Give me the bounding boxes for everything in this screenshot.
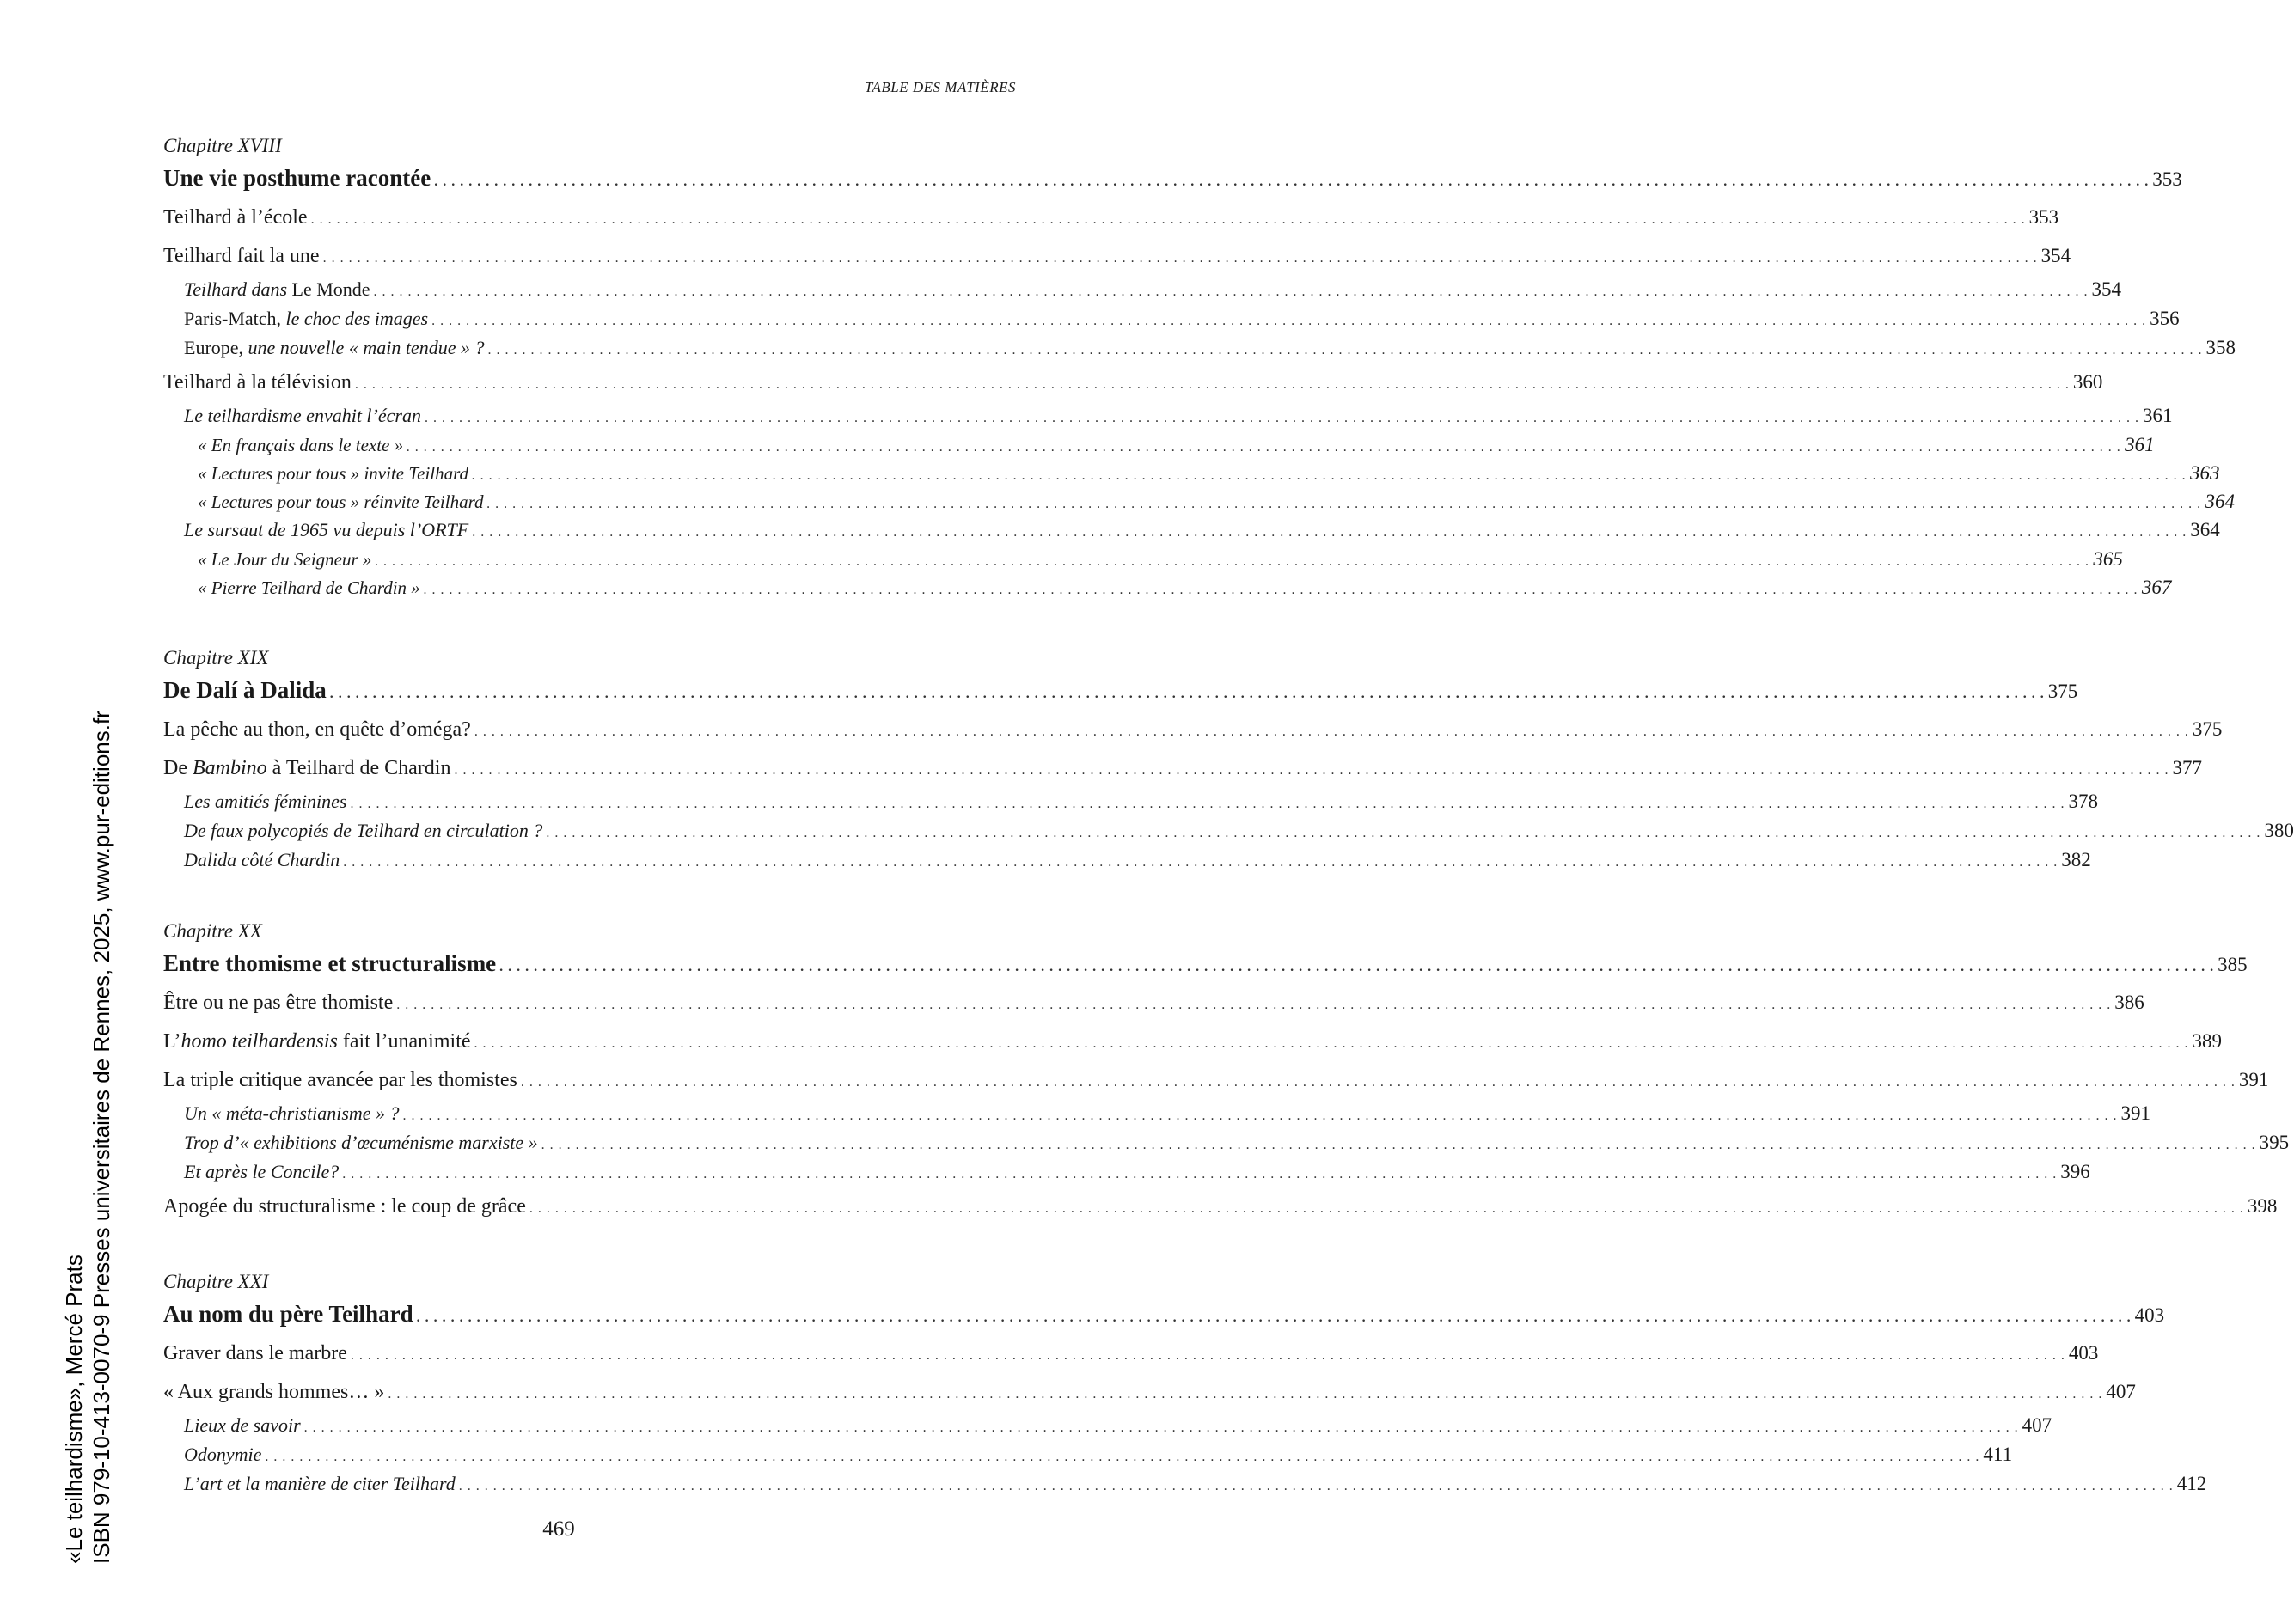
entry-title-segment: Et après le Concile? [184,1161,340,1182]
entry-title-segment: L’art et la manière de citer Teilhard [184,1473,456,1494]
dot-leader: . . . . . . . . . . . . . . . . . . . . . . . . . . . . . . . . . . . . . . . . . . . . . . . . . . . . . . . . . . . . . . . . . . . . . . . . . . . . . . . . . . . . . . . . . . . . . . . . . . . . . . . . . . . . . . . . . . . . . . . . . . . . . . . . . . . . . . . . . . . . . . . . . . . . . . . . . . . . . . . . . . . . . . . . . . . . . . . . . . . . . . . . . . . . . . . . . . . . . . . . [310,212,2026,227]
toc-entry[interactable] [163,846,2091,875]
chapter-title-entry[interactable] [163,943,2248,983]
entry-title [184,1440,261,1469]
entry-page-number: 361 [2142,405,2173,426]
entry-title-segment: Teilhard à l’école [163,206,308,229]
entry-page-number: 353 [2028,206,2059,228]
entry-page-number: 363 [2190,462,2220,484]
dot-leader: . . . . . . . . . . . . . . . . . . . . . . . . . . . . . . . . . . . . . . . . . . . . . . . . . . . . . . . . . . . . . . . . . . . . . . . . . . . . . . . . . . . . . . . . . . . . . . . . . . . . . . . . . . . . . . . . . . . . . . . . . . . . . . . . . . . . . . . . . . . . . . . . . . . . . . . . . . . . . . . . . . . . . . . . . . . . . . . . . . . . . . . . . . . . . . . . . . . . . . . . [402,1108,2118,1123]
entry-page-number: 361 [2125,434,2155,455]
entry-page-number: 353 [2152,168,2182,190]
entry-page-number: 377 [2172,757,2202,778]
dot-leader: . . . . . . . . . . . . . . . . . . . . . . . . . . . . . . . . . . . . . . . . . . . . . . . . . . . . . . . . . . . . . . . . . . . . . . . . . . . . . . . . . . . . . . . . . . . . . . . . . . . . . . . . . . . . . . . . . . . . . . . . . . . . . . . . . . . . . . . . . . . . . . . . . . . . . . . . . . . . . . . . . . . . . . . . . . . . . . . . . . . . . . . . . . . . . . . . . . . . . . . . [329,687,2045,701]
dot-leader: . . . . . . . . . . . . . . . . . . . . . . . . . . . . . . . . . . . . . . . . . . . . . . . . . . . . . . . . . . . . . . . . . . . . . . . . . . . . . . . . . . . . . . . . . . . . . . . . . . . . . . . . . . . . . . . . . . . . . . . . . . . . . . . . . . . . . . . . . . . . . . . . . . . . . . . . . . . . . . . . . . . . . . . . . . . . . . . . . . . . . . . . . . . . . . . . . . . . . . . . [416,1310,2132,1325]
dot-leader: . . . . . . . . . . . . . . . . . . . . . . . . . . . . . . . . . . . . . . . . . . . . . . . . . . . . . . . . . . . . . . . . . . . . . . . . . . . . . . . . . . . . . . . . . . . . . . . . . . . . . . . . . . . . . . . . . . . . . . . . . . . . . . . . . . . . . . . . . . . . . . . . . . . . . . . . . . . . . . . . . . . . . . . . . . . . . . . . . . . . . . . . . . . . . . . . . . . . . . . . [520,1075,2236,1090]
dot-leader: . . . . . . . . . . . . . . . . . . . . . . . . . . . . . . . . . . . . . . . . . . . . . . . . . . . . . . . . . . . . . . . . . . . . . . . . . . . . . . . . . . . . . . . . . . . . . . . . . . . . . . . . . . . . . . . . . . . . . . . . . . . . . . . . . . . . . . . . . . . . . . . . . . . . . . . . . . . . . . . . . . . . . . . . . . . . . . . . . . . . . . . . . . . . . . . . . . . . . . . . [350,797,2065,811]
toc-entry[interactable] [163,1187,2278,1225]
entry-title-segment: Graver dans le marbre [163,1342,347,1365]
chapter-title-entry[interactable] [163,158,2182,198]
dot-leader: . . . . . . . . . . . . . . . . . . . . . . . . . . . . . . . . . . . . . . . . . . . . . . . . . . . . . . . . . . . . . . . . . . . . . . . . . . . . . . . . . . . . . . . . . . . . . . . . . . . . . . . . . . . . . . . . . . . . . . . . . . . . . . . . . . . . . . . . . . . . . . . . . . . . . . . . . . . . . . . . . . . . . . . . . . . . . . . . . . . . . . . . . . . . . . . . . . . . . . . . [454,763,2169,778]
page-number: 469 [542,1517,575,1541]
entry-page-number: 403 [2134,1304,2165,1326]
entry-title-segment: Au nom du père Teilhard [163,1301,413,1327]
entry-title [184,333,484,363]
entry-title-segment: « Lectures pour tous » invite Teilhard [198,463,468,484]
dot-leader: . . . . . . . . . . . . . . . . . . . . . . . . . . . . . . . . . . . . . . . . . . . . . . . . . . . . . . . . . . . . . . . . . . . . . . . . . . . . . . . . . . . . . . . . . . . . . . . . . . . . . . . . . . . . . . . . . . . . . . . . . . . . . . . . . . . . . . . . . . . . . . . . . . . . . . . . . . . . . . . . . . . . . . . . . . . . . . . . . . . . . . . . . . . . . . . . . . . . . . . . [303,1420,2019,1435]
dot-leader: . . . . . . . . . . . . . . . . . . . . . . . . . . . . . . . . . . . . . . . . . . . . . . . . . . . . . . . . . . . . . . . . . . . . . . . . . . . . . . . . . . . . . . . . . . . . . . . . . . . . . . . . . . . . . . . . . . . . . . . . . . . . . . . . . . . . . . . . . . . . . . . . . . . . . . . . . . . . . . . . . . . . . . . . . . . . . . . . . . . . . . . . . . . . . . . . . . . . . . . . [541,1138,2256,1152]
toc-entry[interactable] [163,1440,2013,1469]
dot-leader: . . . . . . . . . . . . . . . . . . . . . . . . . . . . . . . . . . . . . . . . . . . . . . . . . . . . . . . . . . . . . . . . . . . . . . . . . . . . . . . . . . . . . . . . . . . . . . . . . . . . . . . . . . . . . . . . . . . . . . . . . . . . . . . . . . . . . . . . . . . . . . . . . . . . . . . . . . . . . . . . . . . . . . . . . . . . . . . . . . . . . . . . . . . . . . . . . . . . . . . . [472,468,2187,483]
dot-leader: . . . . . . . . . . . . . . . . . . . . . . . . . . . . . . . . . . . . . . . . . . . . . . . . . . . . . . . . . . . . . . . . . . . . . . . . . . . . . . . . . . . . . . . . . . . . . . . . . . . . . . . . . . . . . . . . . . . . . . . . . . . . . . . . . . . . . . . . . . . . . . . . . . . . . . . . . . . . . . . . . . . . . . . . . . . . . . . . . . . . . . . . . . . . . . . . . . . . . . . . [546,826,2261,840]
entry-page-number: 391 [2120,1102,2151,1124]
toc-entry[interactable] [163,1157,2090,1187]
chapter-section [163,919,2290,1225]
entry-page-number: 375 [2192,718,2223,740]
side-note [60,711,115,1564]
entry-page-number: 403 [2068,1342,2099,1364]
entry-title [184,516,468,545]
entry-page-number: 354 [2040,245,2071,266]
toc-entry[interactable] [163,1469,2207,1499]
entry-page-number: 365 [2093,548,2123,570]
entry-page-number: 407 [2106,1381,2136,1402]
entry-title-segment: La triple critique avancée par les thomistes [163,1069,517,1091]
entry-title-segment: Trop d’« exhibitions d’œcuménisme marxiste » [184,1132,538,1153]
entry-title-segment: Les amitiés féminines [184,791,347,812]
dot-leader: . . . . . . . . . . . . . . . . . . . . . . . . . . . . . . . . . . . . . . . . . . . . . . . . . . . . . . . . . . . . . . . . . . . . . . . . . . . . . . . . . . . . . . . . . . . . . . . . . . . . . . . . . . . . . . . . . . . . . . . . . . . . . . . . . . . . . . . . . . . . . . . . . . . . . . . . . . . . . . . . . . . . . . . . . . . . . . . . . . . . . . . . . . . . . . . . . . . . . . . . [322,251,2038,266]
toc-entry[interactable] [163,1060,2269,1099]
entry-page-number: 389 [2192,1030,2223,1052]
entry-title [184,816,542,846]
entry-page-number: 358 [2205,337,2236,358]
entry-title-segment: le choc des images [285,308,429,329]
entry-title-segment: « Pierre Teilhard de Chardin » [198,577,420,598]
entry-page-number: 396 [2060,1161,2090,1182]
entry-title [198,574,420,602]
toc-entry[interactable] [163,1334,2099,1372]
entry-title [163,1294,413,1334]
toc-entry[interactable] [163,748,2202,787]
dot-leader: . . . . . . . . . . . . . . . . . . . . . . . . . . . . . . . . . . . . . . . . . . . . . . . . . . . . . . . . . . . . . . . . . . . . . . . . . . . . . . . . . . . . . . . . . . . . . . . . . . . . . . . . . . . . . . . . . . . . . . . . . . . . . . . . . . . . . . . . . . . . . . . . . . . . . . . . . . . . . . . . . . . . . . . . . . . . . . . . . . . . . . . . . . . . . . . . . . . . . . . . [472,525,2187,540]
toc-entry[interactable] [163,545,2123,573]
entry-title [163,198,308,237]
entry-page-number: 380 [2264,820,2294,841]
entry-page-number: 382 [2061,849,2091,870]
entry-title [198,460,468,488]
entry-title [198,431,403,460]
table-of-contents [163,134,2294,1543]
toc-entry[interactable] [163,1128,2290,1157]
toc-entry[interactable] [163,1099,2151,1128]
entry-title-segment: La pêche au thon, en quête d’oméga? [163,718,471,741]
toc-entry[interactable] [163,816,2294,846]
entry-page-number: 367 [2141,577,2172,598]
entry-title [163,237,320,276]
entry-title-segment: De Dalí à Dalida [163,677,327,703]
entry-title-segment: une nouvelle « main tendue » ? [248,337,485,358]
entry-title [184,787,346,816]
dot-leader: . . . . . . . . . . . . . . . . . . . . . . . . . . . . . . . . . . . . . . . . . . . . . . . . . . . . . . . . . . . . . . . . . . . . . . . . . . . . . . . . . . . . . . . . . . . . . . . . . . . . . . . . . . . . . . . . . . . . . . . . . . . . . . . . . . . . . . . . . . . . . . . . . . . . . . . . . . . . . . . . . . . . . . . . . . . . . . . . . . . . . . . . . . . . . . . . . . . . . . . . [499,960,2215,974]
entry-title-segment: « Le Jour du Seigneur » [198,549,372,570]
dot-leader: . . . . . . . . . . . . . . . . . . . . . . . . . . . . . . . . . . . . . . . . . . . . . . . . . . . . . . . . . . . . . . . . . . . . . . . . . . . . . . . . . . . . . . . . . . . . . . . . . . . . . . . . . . . . . . . . . . . . . . . . . . . . . . . . . . . . . . . . . . . . . . . . . . . . . . . . . . . . . . . . . . . . . . . . . . . . . . . . . . . . . . . . . . . . . . . . . . . . . . . . [487,343,2203,357]
dot-leader: . . . . . . . . . . . . . . . . . . . . . . . . . . . . . . . . . . . . . . . . . . . . . . . . . . . . . . . . . . . . . . . . . . . . . . . . . . . . . . . . . . . . . . . . . . . . . . . . . . . . . . . . . . . . . . . . . . . . . . . . . . . . . . . . . . . . . . . . . . . . . . . . . . . . . . . . . . . . . . . . . . . . . . . . . . . . . . . . . . . . . . . . . . . . . . . . . . . . . . . . [373,284,2089,299]
chapter-label: Chapitre XX [163,920,262,942]
toc-entry[interactable] [163,198,2059,236]
entry-page-number: 364 [2205,491,2235,512]
entry-title-segment: Bambino [192,757,267,779]
toc-entry[interactable] [163,983,2144,1022]
dot-leader: . . . . . . . . . . . . . . . . . . . . . . . . . . . . . . . . . . . . . . . . . . . . . . . . . . . . . . . . . . . . . . . . . . . . . . . . . . . . . . . . . . . . . . . . . . . . . . . . . . . . . . . . . . . . . . . . . . . . . . . . . . . . . . . . . . . . . . . . . . . . . . . . . . . . . . . . . . . . . . . . . . . . . . . . . . . . . . . . . . . . . . . . . . . . . . . . . . . . . . . . [529,1201,2244,1216]
entry-page-number: 354 [2091,278,2122,300]
entry-title-segment: Un « méta-christianisme » ? [184,1102,400,1124]
dot-leader: . . . . . . . . . . . . . . . . . . . . . . . . . . . . . . . . . . . . . . . . . . . . . . . . . . . . . . . . . . . . . . . . . . . . . . . . . . . . . . . . . . . . . . . . . . . . . . . . . . . . . . . . . . . . . . . . . . . . . . . . . . . . . . . . . . . . . . . . . . . . . . . . . . . . . . . . . . . . . . . . . . . . . . . . . . . . . . . . . . . . . . . . . . . . . . . . . . . . . . . . [265,1450,1980,1464]
entry-title-segment: Odonymie [184,1444,262,1465]
entry-title [184,304,428,333]
running-head: TABLE DES MATIÈRES [864,79,1016,95]
entry-title [184,1128,538,1157]
dot-leader: . . . . . . . . . . . . . . . . . . . . . . . . . . . . . . . . . . . . . . . . . . . . . . . . . . . . . . . . . . . . . . . . . . . . . . . . . . . . . . . . . . . . . . . . . . . . . . . . . . . . . . . . . . . . . . . . . . . . . . . . . . . . . . . . . . . . . . . . . . . . . . . . . . . . . . . . . . . . . . . . . . . . . . . . . . . . . . . . . . . . . . . . . . . . . . . . . . . . . . . . [342,1167,2058,1181]
toc-entry[interactable] [163,1411,2052,1440]
entry-title-segment: Teilhard à la télévision [163,371,352,394]
entry-title-segment: Le sursaut de 1965 vu depuis l’ORTF [184,519,469,540]
entry-title [163,943,496,983]
entry-title [163,158,431,198]
entry-title-segment: Une vie posthume racontée [163,165,431,191]
dot-leader: . . . . . . . . . . . . . . . . . . . . . . . . . . . . . . . . . . . . . . . . . . . . . . . . . . . . . . . . . . . . . . . . . . . . . . . . . . . . . . . . . . . . . . . . . . . . . . . . . . . . . . . . . . . . . . . . . . . . . . . . . . . . . . . . . . . . . . . . . . . . . . . . . . . . . . . . . . . . . . . . . . . . . . . . . . . . . . . . . . . . . . . . . . . . . . . . . . . . . . . . [396,998,2112,1012]
entry-title [163,670,327,710]
entry-page-number: 356 [2150,308,2180,329]
dot-leader: . . . . . . . . . . . . . . . . . . . . . . . . . . . . . . . . . . . . . . . . . . . . . . . . . . . . . . . . . . . . . . . . . . . . . . . . . . . . . . . . . . . . . . . . . . . . . . . . . . . . . . . . . . . . . . . . . . . . . . . . . . . . . . . . . . . . . . . . . . . . . . . . . . . . . . . . . . . . . . . . . . . . . . . . . . . . . . . . . . . . . . . . . . . . . . . . . . . . . . . . [350,1348,2065,1363]
side-note-line: «Le teilhardisme», Mercé Prats [61,1255,87,1564]
toc-entry[interactable] [163,275,2122,304]
entry-page-number: 364 [2190,519,2220,540]
entry-title [184,275,370,304]
toc-entry[interactable] [163,236,2071,275]
toc-entry[interactable] [163,573,2172,601]
entry-title [163,363,352,402]
entry-page-number: 391 [2238,1069,2269,1090]
entry-page-number: 412 [2176,1473,2207,1494]
chapter-label: Chapitre XVIII [163,135,282,156]
chapter-section [163,134,2236,601]
entry-title-segment: Teilhard fait la une [163,245,320,267]
dot-leader: . . . . . . . . . . . . . . . . . . . . . . . . . . . . . . . . . . . . . . . . . . . . . . . . . . . . . . . . . . . . . . . . . . . . . . . . . . . . . . . . . . . . . . . . . . . . . . . . . . . . . . . . . . . . . . . . . . . . . . . . . . . . . . . . . . . . . . . . . . . . . . . . . . . . . . . . . . . . . . . . . . . . . . . . . . . . . . . . . . . . . . . . . . . . . . . . . . . . . . . . [423,583,2138,597]
toc-entry[interactable] [163,363,2103,401]
entry-title-segment: Apogée du structuralisme : le coup de grâce [163,1195,526,1218]
toc-entry[interactable] [163,487,2235,516]
entry-page-number: 411 [1983,1444,2013,1465]
side-note-line: ISBN 979-10-413-0070-9 Presses universitaires de Rennes, 2025, www.pur-editions.fr [89,711,114,1564]
entry-page-number: 378 [2068,791,2098,812]
entry-title [163,1023,471,1061]
entry-title [198,488,484,516]
entry-title-segment: Lieux de savoir [184,1414,301,1436]
entry-page-number: 395 [2259,1132,2290,1153]
toc-entry[interactable] [163,459,2220,487]
entry-title [184,1099,400,1128]
entry-title-segment: De faux polycopiés de Teilhard en circulation ? [184,820,543,841]
toc-entry[interactable] [163,787,2098,816]
entry-page-number: 386 [2114,992,2144,1013]
dot-leader: . . . . . . . . . . . . . . . . . . . . . . . . . . . . . . . . . . . . . . . . . . . . . . . . . . . . . . . . . . . . . . . . . . . . . . . . . . . . . . . . . . . . . . . . . . . . . . . . . . . . . . . . . . . . . . . . . . . . . . . . . . . . . . . . . . . . . . . . . . . . . . . . . . . . . . . . . . . . . . . . . . . . . . . . . . . . . . . . . . . . . . . . . . . . . . . . . . . . . . . . [434,174,2150,189]
dot-leader: . . . . . . . . . . . . . . . . . . . . . . . . . . . . . . . . . . . . . . . . . . . . . . . . . . . . . . . . . . . . . . . . . . . . . . . . . . . . . . . . . . . . . . . . . . . . . . . . . . . . . . . . . . . . . . . . . . . . . . . . . . . . . . . . . . . . . . . . . . . . . . . . . . . . . . . . . . . . . . . . . . . . . . . . . . . . . . . . . . . . . . . . . . . . . . . . . . . . . . . . [431,314,2147,328]
entry-page-number: 385 [2218,954,2248,975]
entry-title-segment: Teilhard dans [184,278,288,300]
entry-title-segment: De [163,757,193,779]
entry-title-segment: fait l’unanimité [337,1030,471,1053]
chapter-title-entry[interactable] [163,1294,2165,1334]
entry-title [184,1157,339,1187]
entry-title [184,846,340,875]
entry-page-number: 375 [2047,681,2078,702]
dot-leader: . . . . . . . . . . . . . . . . . . . . . . . . . . . . . . . . . . . . . . . . . . . . . . . . . . . . . . . . . . . . . . . . . . . . . . . . . . . . . . . . . . . . . . . . . . . . . . . . . . . . . . . . . . . . . . . . . . . . . . . . . . . . . . . . . . . . . . . . . . . . . . . . . . . . . . . . . . . . . . . . . . . . . . . . . . . . . . . . . . . . . . . . . . . . . . . . . . . . . . . . [375,554,2090,569]
entry-page-number: 407 [2022,1414,2052,1436]
entry-title-segment: L’ [163,1030,181,1053]
entry-title-segment: Entre thomisme et structuralisme [163,950,497,976]
dot-leader: . . . . . . . . . . . . . . . . . . . . . . . . . . . . . . . . . . . . . . . . . . . . . . . . . . . . . . . . . . . . . . . . . . . . . . . . . . . . . . . . . . . . . . . . . . . . . . . . . . . . . . . . . . . . . . . . . . . . . . . . . . . . . . . . . . . . . . . . . . . . . . . . . . . . . . . . . . . . . . . . . . . . . . . . . . . . . . . . . . . . . . . . . . . . . . . . . . . . . . . . [388,1387,2103,1401]
dot-leader: . . . . . . . . . . . . . . . . . . . . . . . . . . . . . . . . . . . . . . . . . . . . . . . . . . . . . . . . . . . . . . . . . . . . . . . . . . . . . . . . . . . . . . . . . . . . . . . . . . . . . . . . . . . . . . . . . . . . . . . . . . . . . . . . . . . . . . . . . . . . . . . . . . . . . . . . . . . . . . . . . . . . . . . . . . . . . . . . . . . . . . . . . . . . . . . . . . . . . . . . [474,724,2189,739]
entry-page-number: 360 [2072,371,2103,393]
entry-title-segment: Le teilhardisme envahit l’écran [184,405,421,426]
toc-entry[interactable] [163,304,2180,333]
dot-leader: . . . . . . . . . . . . . . . . . . . . . . . . . . . . . . . . . . . . . . . . . . . . . . . . . . . . . . . . . . . . . . . . . . . . . . . . . . . . . . . . . . . . . . . . . . . . . . . . . . . . . . . . . . . . . . . . . . . . . . . . . . . . . . . . . . . . . . . . . . . . . . . . . . . . . . . . . . . . . . . . . . . . . . . . . . . . . . . . . . . . . . . . . . . . . . . . . . . . . . . . [474,1036,2189,1051]
entry-title-segment: Le Monde [287,278,370,300]
chapter-title-entry[interactable] [163,670,2078,710]
entry-title [184,1469,456,1499]
entry-title [163,1061,517,1100]
chapter-label: Chapitre XIX [163,647,269,669]
dot-leader: . . . . . . . . . . . . . . . . . . . . . . . . . . . . . . . . . . . . . . . . . . . . . . . . . . . . . . . . . . . . . . . . . . . . . . . . . . . . . . . . . . . . . . . . . . . . . . . . . . . . . . . . . . . . . . . . . . . . . . . . . . . . . . . . . . . . . . . . . . . . . . . . . . . . . . . . . . . . . . . . . . . . . . . . . . . . . . . . . . . . . . . . . . . . . . . . . . . . . . . . [407,440,2122,455]
entry-title-segment: homo teilhardensis [180,1030,338,1053]
entry-title-segment: Paris-Match, [184,308,286,329]
chapter-label: Chapitre XXI [163,1271,269,1292]
entry-title [163,749,450,788]
toc-entry[interactable] [163,430,2155,459]
entry-title [198,546,371,574]
chapter-section [163,1270,2207,1499]
entry-title [163,1334,347,1373]
entry-title-segment: Europe, [184,337,248,358]
entry-title-segment: Dalida côté Chardin [184,849,340,870]
entry-title [184,1411,301,1440]
dot-leader: . . . . . . . . . . . . . . . . . . . . . . . . . . . . . . . . . . . . . . . . . . . . . . . . . . . . . . . . . . . . . . . . . . . . . . . . . . . . . . . . . . . . . . . . . . . . . . . . . . . . . . . . . . . . . . . . . . . . . . . . . . . . . . . . . . . . . . . . . . . . . . . . . . . . . . . . . . . . . . . . . . . . . . . . . . . . . . . . . . . . . . . . . . . . . . . . . . . . . . . . [486,497,2202,511]
toc-entry[interactable] [163,333,2236,363]
entry-title [163,711,471,749]
entry-title-segment: « En français dans le texte » [198,435,404,455]
chapter-section [163,646,2294,875]
entry-title-segment: à Teilhard de Chardin [266,757,451,779]
toc-entry[interactable] [163,516,2220,545]
entry-title [163,1373,384,1412]
dot-leader: . . . . . . . . . . . . . . . . . . . . . . . . . . . . . . . . . . . . . . . . . . . . . . . . . . . . . . . . . . . . . . . . . . . . . . . . . . . . . . . . . . . . . . . . . . . . . . . . . . . . . . . . . . . . . . . . . . . . . . . . . . . . . . . . . . . . . . . . . . . . . . . . . . . . . . . . . . . . . . . . . . . . . . . . . . . . . . . . . . . . . . . . . . . . . . . . . . . . . . . . [424,411,2139,425]
entry-title [184,401,421,430]
entry-title-segment: « Lectures pour tous » réinvite Teilhard [198,491,484,512]
dot-leader: . . . . . . . . . . . . . . . . . . . . . . . . . . . . . . . . . . . . . . . . . . . . . . . . . . . . . . . . . . . . . . . . . . . . . . . . . . . . . . . . . . . . . . . . . . . . . . . . . . . . . . . . . . . . . . . . . . . . . . . . . . . . . . . . . . . . . . . . . . . . . . . . . . . . . . . . . . . . . . . . . . . . . . . . . . . . . . . . . . . . . . . . . . . . . . . . . . . . . . . . [354,377,2070,392]
dot-leader: . . . . . . . . . . . . . . . . . . . . . . . . . . . . . . . . . . . . . . . . . . . . . . . . . . . . . . . . . . . . . . . . . . . . . . . . . . . . . . . . . . . . . . . . . . . . . . . . . . . . . . . . . . . . . . . . . . . . . . . . . . . . . . . . . . . . . . . . . . . . . . . . . . . . . . . . . . . . . . . . . . . . . . . . . . . . . . . . . . . . . . . . . . . . . . . . . . . . . . . . [458,1479,2174,1493]
dot-leader: . . . . . . . . . . . . . . . . . . . . . . . . . . . . . . . . . . . . . . . . . . . . . . . . . . . . . . . . . . . . . . . . . . . . . . . . . . . . . . . . . . . . . . . . . . . . . . . . . . . . . . . . . . . . . . . . . . . . . . . . . . . . . . . . . . . . . . . . . . . . . . . . . . . . . . . . . . . . . . . . . . . . . . . . . . . . . . . . . . . . . . . . . . . . . . . . . . . . . . . . [343,855,2058,870]
toc-entry[interactable] [163,401,2173,430]
toc-entry[interactable] [163,710,2223,748]
toc-entry[interactable] [163,1022,2223,1060]
entry-title [163,984,393,1023]
entry-title-segment: « Aux grands hommes… » [163,1381,385,1403]
entry-title [163,1187,526,1226]
entry-page-number: 398 [2247,1195,2278,1217]
entry-title-segment: Être ou ne pas être thomiste [163,992,394,1014]
toc-entry[interactable] [163,1372,2136,1411]
